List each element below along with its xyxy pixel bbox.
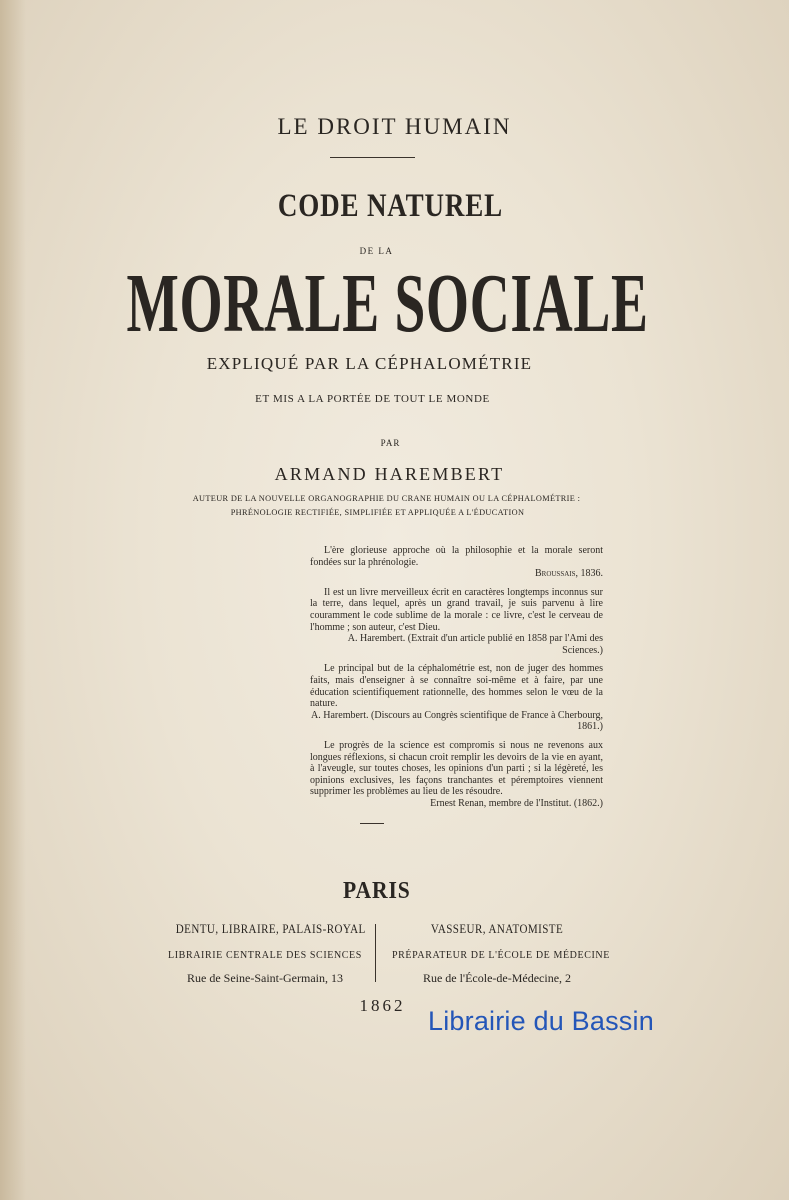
publication-year: 1862 — [359, 996, 406, 1015]
publisher-right-name: VASSEUR, ANATOMISTE — [430, 921, 564, 936]
publisher-left-name: DENTU, LIBRAIRE, PALAIS-ROYAL — [175, 921, 366, 936]
divider-rule — [330, 157, 415, 158]
publisher-right-title: PRÉPARATEUR DE L'ÉCOLE DE MÉDECINE — [392, 950, 610, 961]
by-label: PAR — [380, 438, 401, 448]
subtitle-secondary: ET MIS A LA PORTÉE DE TOUT LE MONDE — [255, 393, 490, 405]
publisher-left-shop: LIBRAIRIE CENTRALE DES SCIENCES — [168, 950, 362, 961]
epigraphs — [310, 545, 603, 816]
author-name: ARMAND HAREMBERT — [274, 464, 505, 484]
epigraph — [310, 587, 603, 657]
epigraph-attribution: Broussais, 1836. — [534, 568, 603, 580]
epigraph — [310, 740, 603, 810]
divider-rule — [360, 823, 384, 824]
subtitle: EXPLIQUÉ PAR LA CÉPHALOMÉTRIE — [206, 354, 533, 373]
bookseller-watermark: Librairie du Bassin — [428, 1006, 654, 1036]
title-de-la: DE LA — [359, 246, 394, 256]
imprint-divider — [375, 924, 376, 982]
publisher-left-address: Rue de Seine-Saint-Germain, 13 — [187, 971, 343, 985]
publisher-right — [392, 921, 610, 986]
series-title: LE DROIT HUMAIN — [277, 114, 512, 139]
author-credit-line-2: PHRÉNOLOGIE RECTIFIÉE, SIMPLIFIÉE ET APPLIQUÉE A L'ÉDUCATION — [230, 508, 525, 517]
title-code-naturel: CODE NATUREL — [277, 188, 503, 224]
epigraph-text: Le principal but de la céphalométrie est, non de juger des hommes faits, mais d'enseigner à se connaître soi-même et à faire, par une éducation scientifiquement rationnelle, des hommes selon le vœu de la nature. — [310, 663, 603, 710]
epigraph-attribution: A. Harembert. (Discours au Congrès scientifique de France à Cherbourg, 1861.) — [311, 709, 603, 733]
publisher-right-address: Rue de l'École-de-Médecine, 2 — [422, 971, 572, 985]
main-title: MORALE SOCIALE — [126, 257, 649, 350]
publisher-left — [160, 921, 370, 986]
epigraph-text: L'ère glorieuse approche où la philosophie et la morale seront fondées sur la phrénologie. — [310, 545, 603, 568]
epigraph — [310, 545, 603, 580]
epigraph-text: Il est un livre merveilleux écrit en caractères longtemps inconnus sur la terre, dans lequel, après un grand travail, je suis parvenu à lire couramment le code sublime de la morale : ce livre, c'est le cerveau de l'homme ; son auteur, c'est Dieu. — [310, 586, 603, 633]
imprint-city: PARIS — [342, 878, 411, 904]
epigraph-attribution: A. Harembert. (Extrait d'un article publié en 1858 par l'Ami des Sciences.) — [347, 633, 603, 656]
epigraph-attribution: Ernest Renan, membre de l'Institut. (1862.) — [430, 797, 603, 809]
epigraph-text: Le progrès de la science est compromis si nous ne revenons aux longues réflexions, si chacun croit remplir les devoirs de la vie en ayant, à l'aveugle, sur toutes choses, les opinions d'un parti ; si la légèreté, les opinions exclusives, les façons tranchantes et péremptoires viennent supprimer les problèmes au lieu de les résoudre. — [310, 739, 603, 798]
author-credit-line-1: AUTEUR DE LA NOUVELLE ORGANOGRAPHIE DU CRANE HUMAIN OU LA CÉPHALOMÉTRIE : — [192, 494, 581, 503]
epigraph — [310, 663, 603, 733]
